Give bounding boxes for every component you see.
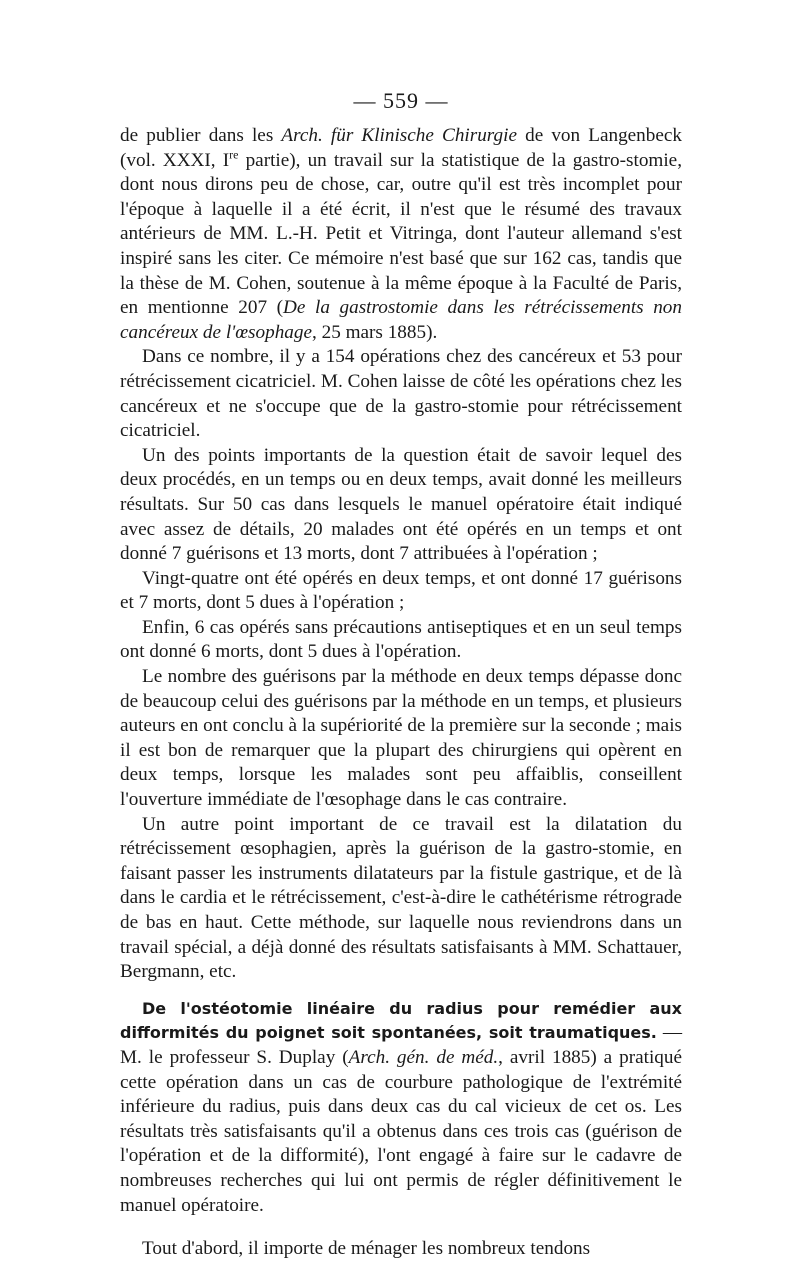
p1-text-4: , 25 mars 1885).	[312, 321, 438, 343]
paragraph-4: Vingt-quatre ont été opérés en deux temps, et ont donné 17 guérisons et 7 morts, dont 5 dues à l'opération ;	[120, 567, 682, 614]
section-title: De l'ostéotomie linéaire du radius pour remédier aux difformités du poignet soit spontanées, soit traumatiques.	[120, 998, 682, 1043]
journal-title-2: Arch. gén. de méd.	[348, 1046, 499, 1068]
paragraph-8: Tout d'abord, il importe de ménager les nombreux tendons	[142, 1238, 591, 1260]
paragraph-6: Le nombre des guérisons par la méthode en deux temps dépasse donc de beaucoup celui des guérisons par la méthode en un temps, et plusieurs auteurs en ont conclu à la supériorité de la première sur la seconde ; mais il est bon de remarquer que la plupart des chirurgiens qui opèrent en deux temps, lorsque les malades sont peu affaiblis, conseillent l'ouverture immédiate de l'œsophage dans le cas contraire.	[120, 666, 682, 811]
paragraph-1	[120, 124, 682, 345]
section-text-1: — M. le professeur S. Duplay (	[120, 1022, 682, 1068]
document-page	[120, 88, 682, 1262]
paragraph-2: Dans ce nombre, il y a 154 opérations chez des cancéreux et 53 pour rétrécissement cicatriciel. M. Cohen laisse de côté les opérations chez les cancéreux et ne s'occupe que de la gastro-stomie pour rétrécissement cicatriciel.	[120, 346, 682, 442]
section-paragraph	[120, 997, 682, 1218]
p1-text-1: de publier dans les	[120, 125, 282, 146]
paragraph-5: Enfin, 6 cas opérés sans précautions antiseptiques et en un seul temps ont donné 6 morts, dont 5 dues à l'opération.	[120, 616, 682, 663]
superscript-re: re	[229, 147, 239, 162]
thesis-title: De la gastrostomie dans les rétrécissements non cancéreux de l'œsophage	[120, 297, 682, 343]
journal-title-1: Arch. für Klinische Chirurgie	[281, 125, 517, 146]
section-text-2: , avril 1885) a pratiqué cette opération dans un cas de courbure pathologique de l'extrémité inférieure du radius, puis dans deux cas du cal vicieux de cet os. Les résultats très satisfaisants qu'il a obtenus dans ces trois cas (guérison de l'opération et de la difformité), l'ont engagé à faire sur le cadavre de nombreuses recherches qui lui ont permis de régler définitivement le manuel opératoire.	[120, 1046, 682, 1216]
paragraph-3: Un des points importants de la question était de savoir lequel des deux procédés, en un temps ou en deux temps, avait donné les meilleurs résultats. Sur 50 cas dans lesquels le manuel opératoire était indiqué avec assez de détails, 20 malades ont été opérés en un temps et ont donné 7 guérisons et 13 morts, dont 7 attribuées à l'opération ;	[120, 444, 682, 565]
paragraph-7: Un autre point important de ce travail est la dilatation du rétrécissement œsophagien, après la guérison de la gastro-stomie, en faisant passer les instruments dilatateurs par la fistule gastrique, et de là dans le cardia et le rétrécissement, c'est-à-dire le cathétérisme rétrograde de bas en haut. Cette méthode, sur laquelle nous reviendrons dans un travail spécial, a déjà donné des résultats satisfaisants à MM. Schattauer, Bergmann, etc.	[120, 813, 682, 983]
p1-text-2: de von Langenbeck (vol. XXXI, I	[120, 125, 682, 171]
page-number: — 559 —	[353, 88, 449, 113]
p1-text-3: partie), un travail sur la statistique de la gastro-stomie, dont nous dirons peu de chose, car, outre qu'il est très incomplet pour l'époque à laquelle il a été écrit, il n'est que le résumé des travaux antérieurs de MM. L.-H. Petit et Vitringa, dont l'auteur allemand s'est inspiré sans les citer. Ce mémoire n'est basé que sur 162 cas, tandis que la thèse de M. Cohen, soutenue à la même époque à la Faculté de Paris, en mentionne 207 (	[120, 149, 682, 319]
